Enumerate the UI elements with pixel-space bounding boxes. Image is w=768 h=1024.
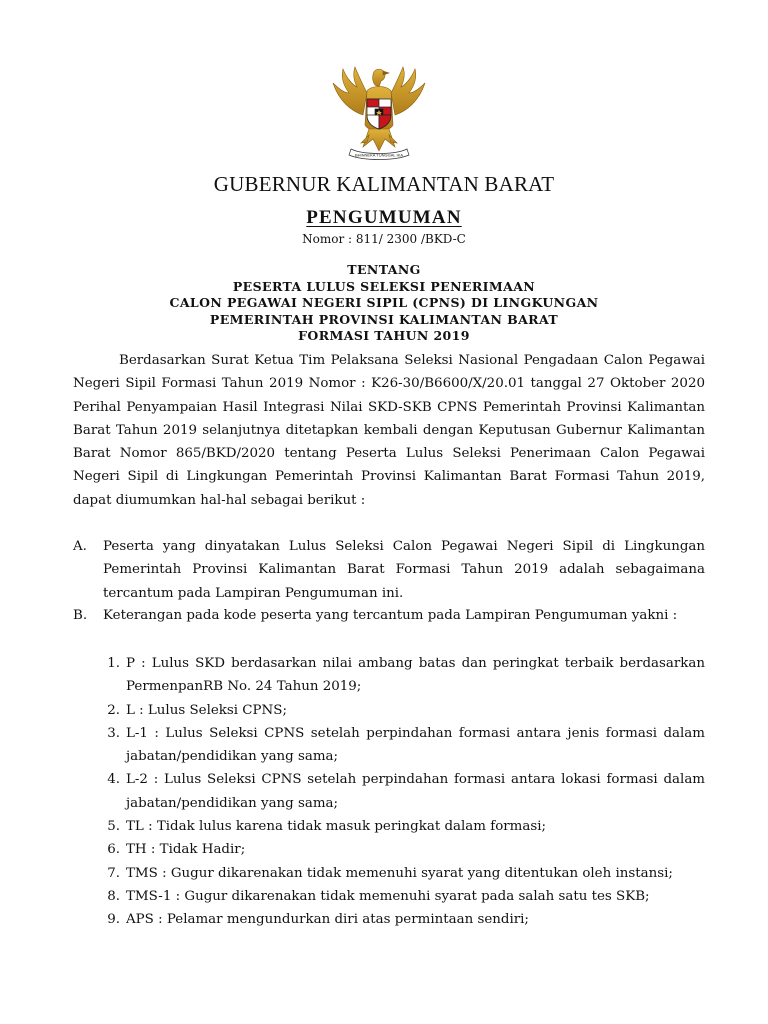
subject-block xyxy=(0,262,768,345)
list-item-text: Peserta yang dinyatakan Lulus Seleksi Calon Pegawai Negeri Sipil di Lingkungan Pemerintah Provinsi Kalimantan Barat Formasi Tahun 2019 adalah sebagaimana tercantum pada Lampiran Pengumuman ini. xyxy=(103,539,705,601)
list-item-a xyxy=(73,535,705,605)
code-list xyxy=(98,652,705,932)
code-item xyxy=(98,838,705,861)
code-number: 8. xyxy=(107,888,120,904)
code-item xyxy=(98,699,705,722)
emblem-banner-text: BHINNEKA TUNGGAL IKA xyxy=(354,152,404,158)
code-text: L : Lulus Seleksi CPNS; xyxy=(126,702,287,718)
code-item xyxy=(98,722,705,769)
code-text: L-2 : Lulus Seleksi CPNS setelah perpindahan formasi antara lokasi formasi dalam jabatan/pendidikan yang sama; xyxy=(126,772,705,811)
code-number: 1. xyxy=(107,656,120,671)
list-item-b xyxy=(73,604,705,627)
code-number: 5. xyxy=(107,819,120,835)
code-text: P : Lulus SKD berdasarkan nilai ambang batas dan peringkat terbaik berdasarkan PermenpanRB No. 24 Tahun 2019; xyxy=(126,656,705,695)
list-item-text: Keterangan pada kode peserta yang tercantum pada Lampiran Pengumuman yakni : xyxy=(103,608,678,623)
code-number: 9. xyxy=(107,912,120,928)
subject-line: PESERTA LULUS SELEKSI PENERIMAAN xyxy=(232,278,536,294)
code-item xyxy=(98,815,705,838)
list-marker: B. xyxy=(73,608,88,623)
code-text: APS : Pelamar mengundurkan diri atas permintaan sendiri; xyxy=(126,912,529,928)
code-number: 2. xyxy=(107,702,120,718)
intro-paragraph: Berdasarkan Surat Ketua Tim Pelaksana Seleksi Nasional Pengadaan Calon Pegawai Negeri Sipil Formasi Tahun 2019 Nomor : K26-30/B6600/X/20.01 tanggal 27 Oktober 2020 Perihal Penyampaian Hasil Integrasi Nilai SKD-SKB CPNS Pemerintah Provinsi Kalimantan Barat Tahun 2019 selanjutnya ditetapkan kembali dengan Keputusan Gubernur Kalimantan Barat Nomor 865/BKD/2020 tentang Peserta Lulus Seleksi Penerimaan Calon Pegawai Negeri Sipil di Lingkungan Pemerintah Provinsi Kalimantan Barat Formasi Tahun 2019, dapat diumumkan hal-hal sebagai berikut : xyxy=(73,353,705,508)
code-item xyxy=(98,768,705,815)
code-number: 7. xyxy=(107,865,120,881)
announcement-title-text: PENGUMUMAN xyxy=(306,207,462,228)
subject-line: CALON PEGAWAI NEGERI SIPIL (CPNS) DI LINGKUNGAN xyxy=(169,295,599,310)
code-number: 3. xyxy=(107,725,120,741)
list-marker: A. xyxy=(73,539,87,554)
code-item xyxy=(98,908,705,931)
subject-line: PEMERINTAH PROVINSI KALIMANTAN BARAT xyxy=(209,311,559,327)
code-text: TL : Tidak lulus karena tidak masuk peringkat dalam formasi; xyxy=(126,819,547,835)
announcement-number: Nomor : 811/ 2300 /BKD-C xyxy=(302,232,466,246)
code-number: 4. xyxy=(107,772,120,788)
code-item xyxy=(98,885,705,908)
code-number: 6. xyxy=(107,842,120,858)
code-text: TMS : Gugur dikarenakan tidak memenuhi syarat yang ditentukan oleh instansi; xyxy=(126,865,673,881)
garuda-pancasila-emblem xyxy=(323,63,435,163)
subject-line: FORMASI TAHUN 2019 xyxy=(298,328,470,343)
code-item xyxy=(98,652,705,699)
subject-line: TENTANG xyxy=(347,262,421,277)
code-text: TH : Tidak Hadir; xyxy=(126,842,246,858)
governor-heading: GUBERNUR KALIMANTAN BARAT xyxy=(213,172,555,196)
code-text: L-1 : Lulus Seleksi CPNS setelah perpindahan formasi antara jenis formasi dalam jabatan/pendidikan yang sama; xyxy=(126,725,705,765)
code-text: TMS-1 : Gugur dikarenakan tidak memenuhi syarat pada salah satu tes SKB; xyxy=(126,888,650,904)
announcement-title xyxy=(0,207,768,229)
code-item xyxy=(98,862,705,885)
